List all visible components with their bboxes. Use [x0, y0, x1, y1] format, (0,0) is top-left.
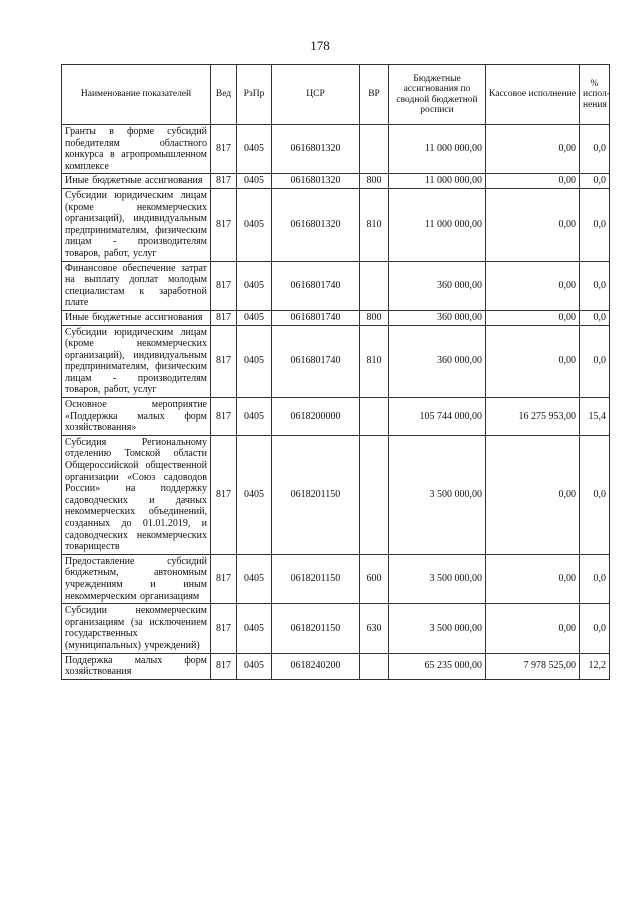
page-number: 178 [310, 38, 330, 53]
cell-pct: 0,0 [580, 310, 610, 325]
cell-rzpr: 0405 [237, 188, 272, 261]
table-row [62, 398, 610, 436]
cell-cash: 0,00 [486, 435, 580, 554]
cell-name: Иные бюджетные ассигнования [62, 174, 211, 189]
table-row [62, 435, 610, 554]
cell-ved: 817 [211, 398, 237, 436]
cell-budget: 11 000 000,00 [389, 188, 486, 261]
cell-budget: 3 500 000,00 [389, 554, 486, 603]
cell-budget: 3 500 000,00 [389, 604, 486, 653]
cell-rzpr: 0405 [237, 653, 272, 679]
cell-cash: 0,00 [486, 604, 580, 653]
table-row [62, 554, 610, 603]
table-row [62, 653, 610, 679]
cell-cash: 0,00 [486, 188, 580, 261]
cell-cash: 0,00 [486, 174, 580, 189]
cell-csr: 0618200000 [272, 398, 360, 436]
cell-pct: 12,2 [580, 653, 610, 679]
cell-pct: 0,0 [580, 261, 610, 310]
cell-ved: 817 [211, 604, 237, 653]
cell-budget: 65 235 000,00 [389, 653, 486, 679]
cell-budget: 360 000,00 [389, 325, 486, 398]
cell-vr [360, 435, 389, 554]
cell-vr: 810 [360, 325, 389, 398]
table-row [62, 325, 610, 398]
cell-vr [360, 398, 389, 436]
cell-budget: 11 000 000,00 [389, 174, 486, 189]
cell-csr: 0618201150 [272, 554, 360, 603]
header-vr: ВР [360, 65, 389, 125]
cell-budget: 105 744 000,00 [389, 398, 486, 436]
header-name: Наименование показателей [62, 65, 211, 125]
cell-pct: 0,0 [580, 604, 610, 653]
cell-csr: 0616801740 [272, 325, 360, 398]
cell-pct: 0,0 [580, 174, 610, 189]
cell-budget: 360 000,00 [389, 310, 486, 325]
cell-vr [360, 261, 389, 310]
header-rzpr: РзПр [237, 65, 272, 125]
cell-csr: 0616801740 [272, 261, 360, 310]
cell-csr: 0618201150 [272, 435, 360, 554]
cell-rzpr: 0405 [237, 261, 272, 310]
cell-cash: 0,00 [486, 325, 580, 398]
cell-cash: 0,00 [486, 310, 580, 325]
cell-ved: 817 [211, 174, 237, 189]
cell-rzpr: 0405 [237, 310, 272, 325]
cell-ved: 817 [211, 435, 237, 554]
table-row [62, 174, 610, 189]
cell-vr [360, 125, 389, 174]
cell-cash: 0,00 [486, 261, 580, 310]
cell-csr: 0616801320 [272, 125, 360, 174]
cell-csr: 0618201150 [272, 604, 360, 653]
cell-budget: 360 000,00 [389, 261, 486, 310]
cell-name: Основное мероприятие «Поддержка малых форм хозяйствования» [62, 398, 211, 436]
cell-budget: 3 500 000,00 [389, 435, 486, 554]
table-row [62, 310, 610, 325]
cell-ved: 817 [211, 125, 237, 174]
cell-cash: 16 275 953,00 [486, 398, 580, 436]
cell-cash: 0,00 [486, 125, 580, 174]
cell-ved: 817 [211, 325, 237, 398]
cell-csr: 0616801740 [272, 310, 360, 325]
cell-cash: 7 978 525,00 [486, 653, 580, 679]
cell-csr: 0618240200 [272, 653, 360, 679]
cell-name: Финансовое обеспечение затрат на выплату доплат молодым специалистам к заработной плате [62, 261, 211, 310]
cell-ved: 817 [211, 554, 237, 603]
cell-name: Субсидии некоммерческим организациям (за исключением государственных (муниципальных) учреждений) [62, 604, 211, 653]
cell-rzpr: 0405 [237, 125, 272, 174]
header-csr: ЦСР [272, 65, 360, 125]
cell-vr: 810 [360, 188, 389, 261]
cell-name: Субсидия Региональному отделению Томской области Общероссийской общественной организации «Союз садоводов России» на поддержку садоводческих и дачных некоммерческих объединений, созданных до 01.01.2019, и садоводческих некоммерческих товариществ [62, 435, 211, 554]
table-row [62, 261, 610, 310]
cell-vr: 800 [360, 310, 389, 325]
cell-name: Субсидии юридическим лицам (кроме некоммерческих организаций), индивидуальным предпринимателям, физическим лицам - производителям товаров, работ, услуг [62, 325, 211, 398]
cell-pct: 0,0 [580, 325, 610, 398]
cell-vr: 600 [360, 554, 389, 603]
cell-ved: 817 [211, 310, 237, 325]
table-row [62, 188, 610, 261]
cell-vr: 630 [360, 604, 389, 653]
budget-execution-table [61, 64, 610, 680]
cell-rzpr: 0405 [237, 174, 272, 189]
header-ved: Вед [211, 65, 237, 125]
cell-pct: 15,4 [580, 398, 610, 436]
cell-csr: 0616801320 [272, 174, 360, 189]
table-header-row [62, 65, 610, 125]
cell-csr: 0616801320 [272, 188, 360, 261]
cell-pct: 0,0 [580, 125, 610, 174]
cell-vr: 800 [360, 174, 389, 189]
cell-budget: 11 000 000,00 [389, 125, 486, 174]
cell-name: Иные бюджетные ассигнования [62, 310, 211, 325]
table-row [62, 604, 610, 653]
cell-name: Гранты в форме субсидий победителям областного конкурса в агропромышленном комплексе [62, 125, 211, 174]
cell-pct: 0,0 [580, 188, 610, 261]
table-body [62, 125, 610, 680]
cell-rzpr: 0405 [237, 435, 272, 554]
header-budget: Бюджетные ассигнования по сводной бюджетной росписи [389, 65, 486, 125]
header-cash: Кассовое исполнение [486, 65, 580, 125]
cell-cash: 0,00 [486, 554, 580, 603]
cell-name: Субсидии юридическим лицам (кроме некоммерческих организаций), индивидуальным предпринимателям, физическим лицам - производителям товаров, работ, услуг [62, 188, 211, 261]
table-row [62, 125, 610, 174]
cell-ved: 817 [211, 653, 237, 679]
cell-vr [360, 653, 389, 679]
cell-ved: 817 [211, 188, 237, 261]
cell-pct: 0,0 [580, 435, 610, 554]
cell-rzpr: 0405 [237, 554, 272, 603]
cell-rzpr: 0405 [237, 398, 272, 436]
cell-pct: 0,0 [580, 554, 610, 603]
header-pct: % испол-нения [580, 65, 610, 125]
cell-rzpr: 0405 [237, 604, 272, 653]
cell-name: Поддержка малых форм хозяйствования [62, 653, 211, 679]
cell-ved: 817 [211, 261, 237, 310]
cell-rzpr: 0405 [237, 325, 272, 398]
cell-name: Предоставление субсидий бюджетным, автономным учреждениям и иным некоммерческим организациям [62, 554, 211, 603]
